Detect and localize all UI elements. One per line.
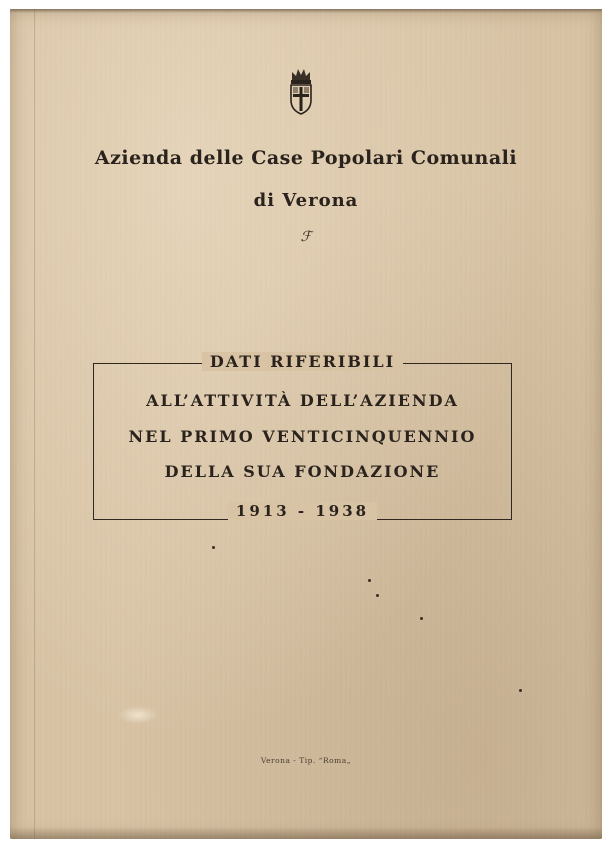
paper-speck xyxy=(368,579,371,582)
title-frame xyxy=(93,352,512,520)
paper-speck xyxy=(212,546,215,549)
paper-speck xyxy=(376,594,379,597)
publisher-title: Azienda delle Case Popolari Comunali xyxy=(94,147,518,169)
book-cover xyxy=(10,9,602,839)
frame-heading xyxy=(94,352,511,372)
printer-imprint: Verona - Tip. “Roma„ xyxy=(260,756,352,765)
spine-fold-line xyxy=(34,9,35,839)
paper-wear-mark xyxy=(118,706,158,724)
publisher-city: di Verona xyxy=(253,190,359,211)
years-text: 1913 - 1938 xyxy=(228,502,377,520)
bottom-edge-wear xyxy=(10,827,602,839)
coat-of-arms-icon xyxy=(288,66,314,116)
frame-line-2: NEL PRIMO VENTICINQUENNIO xyxy=(128,427,477,446)
frame-years xyxy=(94,502,511,521)
paper-speck xyxy=(519,689,522,692)
frame-heading-text: DATI RIFERIBILI xyxy=(202,352,403,371)
frame-line-1: ALL’ATTIVITÀ DELL’AZIENDA xyxy=(146,391,459,410)
top-edge-wear xyxy=(10,9,602,13)
paper-speck xyxy=(420,617,423,620)
flourish-ornament: ℱ xyxy=(300,229,312,245)
frame-line-3: DELLA SUA FONDAZIONE xyxy=(164,462,441,481)
